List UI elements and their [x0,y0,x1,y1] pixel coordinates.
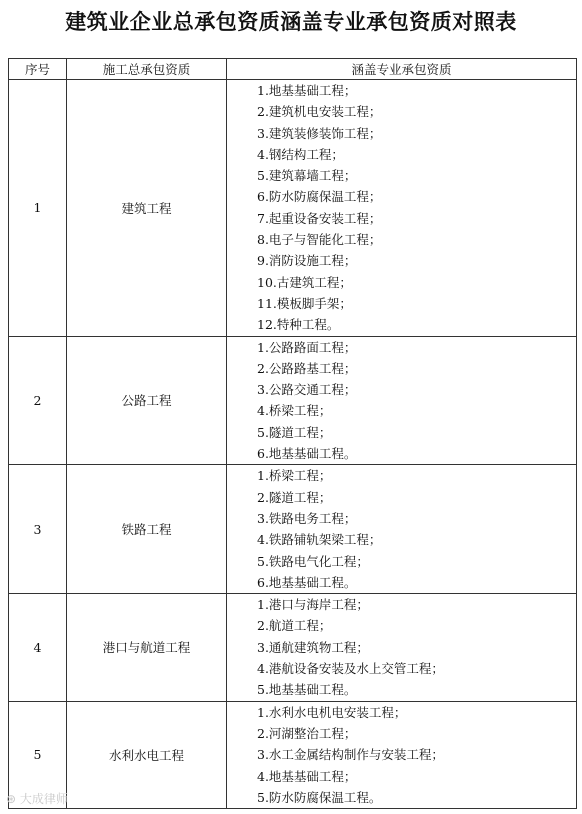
list-item: 5.铁路电气化工程； [257,553,369,569]
list-item: 2.建筑机电安装工程； [257,104,382,120]
covered-qualifications [227,594,577,701]
list-item: 1.公路路面工程； [257,339,357,355]
list-item: 4.铁路铺轨架梁工程； [257,532,382,548]
main-qualification: 铁路工程 [67,465,227,594]
list-item: 7.起重设备安装工程； [257,210,382,226]
list-item: 1.港口与海岸工程； [257,597,369,613]
page-title: 建筑业企业总承包资质涵盖专业承包资质对照表 [65,10,517,34]
list-item: 1.水利水电机电安装工程； [257,704,407,720]
list-item: 2.河湖整治工程； [257,725,357,741]
list-item: 1.桥梁工程； [257,468,332,484]
list-item: 9.消防设施工程； [257,253,357,269]
list-item: 6.防水防腐保温工程； [257,189,382,205]
weibo-icon: ⊛ [6,792,17,806]
list-item: 3.水工金属结构制作与安装工程； [257,747,444,763]
list-item: 4.地基基础工程； [257,768,357,784]
list-item: 6.地基基础工程。 [257,574,357,590]
watermark [6,790,68,807]
header-main-qualification: 施工总承包资质 [67,59,227,80]
list-item: 12.特种工程。 [257,317,340,333]
main-qualification: 水利水电工程 [67,701,227,808]
list-item: 5.防水防腐保温工程。 [257,789,382,805]
row-number: 2 [9,336,67,465]
list-item: 4.钢结构工程； [257,146,344,162]
list-item: 4.港航设备安装及水上交管工程； [257,661,444,677]
covered-qualifications [227,80,577,337]
list-item: 2.隧道工程； [257,489,332,505]
list-item: 2.公路路基工程； [257,360,357,376]
table-row [9,701,577,808]
covered-qualifications [227,465,577,594]
list-item: 3.铁路电务工程； [257,510,357,526]
list-item: 2.航道工程； [257,618,332,634]
header-row [9,59,577,80]
row-number: 3 [9,465,67,594]
list-item: 8.电子与智能化工程； [257,232,382,248]
header-covered-qualifications: 涵盖专业承包资质 [227,59,577,80]
table-body [9,80,577,809]
table-row [9,465,577,594]
row-number: 5 [9,701,67,808]
watermark-text: 大成律师 [19,792,68,806]
list-item: 5.地基基础工程。 [257,682,357,698]
list-item: 10.古建筑工程； [257,274,352,290]
list-item: 1.地基基础工程； [257,83,357,98]
header-no: 序号 [9,59,67,80]
main-qualification: 港口与航道工程 [67,594,227,701]
list-item: 11.模板脚手架； [257,295,352,311]
main-qualification: 建筑工程 [67,80,227,337]
list-item: 4.桥梁工程； [257,403,332,419]
list-item: 5.建筑幕墙工程； [257,168,357,184]
row-number: 1 [9,80,67,337]
list-item: 3.公路交通工程； [257,382,357,398]
covered-qualifications [227,336,577,465]
list-item: 6.地基基础工程。 [257,446,357,462]
list-item: 3.建筑装修装饰工程； [257,125,382,141]
list-item: 5.隧道工程； [257,424,332,440]
covered-qualifications [227,701,577,808]
row-number: 4 [9,594,67,701]
main-qualification: 公路工程 [67,336,227,465]
table-row [9,80,577,337]
list-item: 3.通航建筑物工程； [257,639,369,655]
qualification-table [8,58,577,809]
table-row [9,336,577,465]
table-row [9,594,577,701]
